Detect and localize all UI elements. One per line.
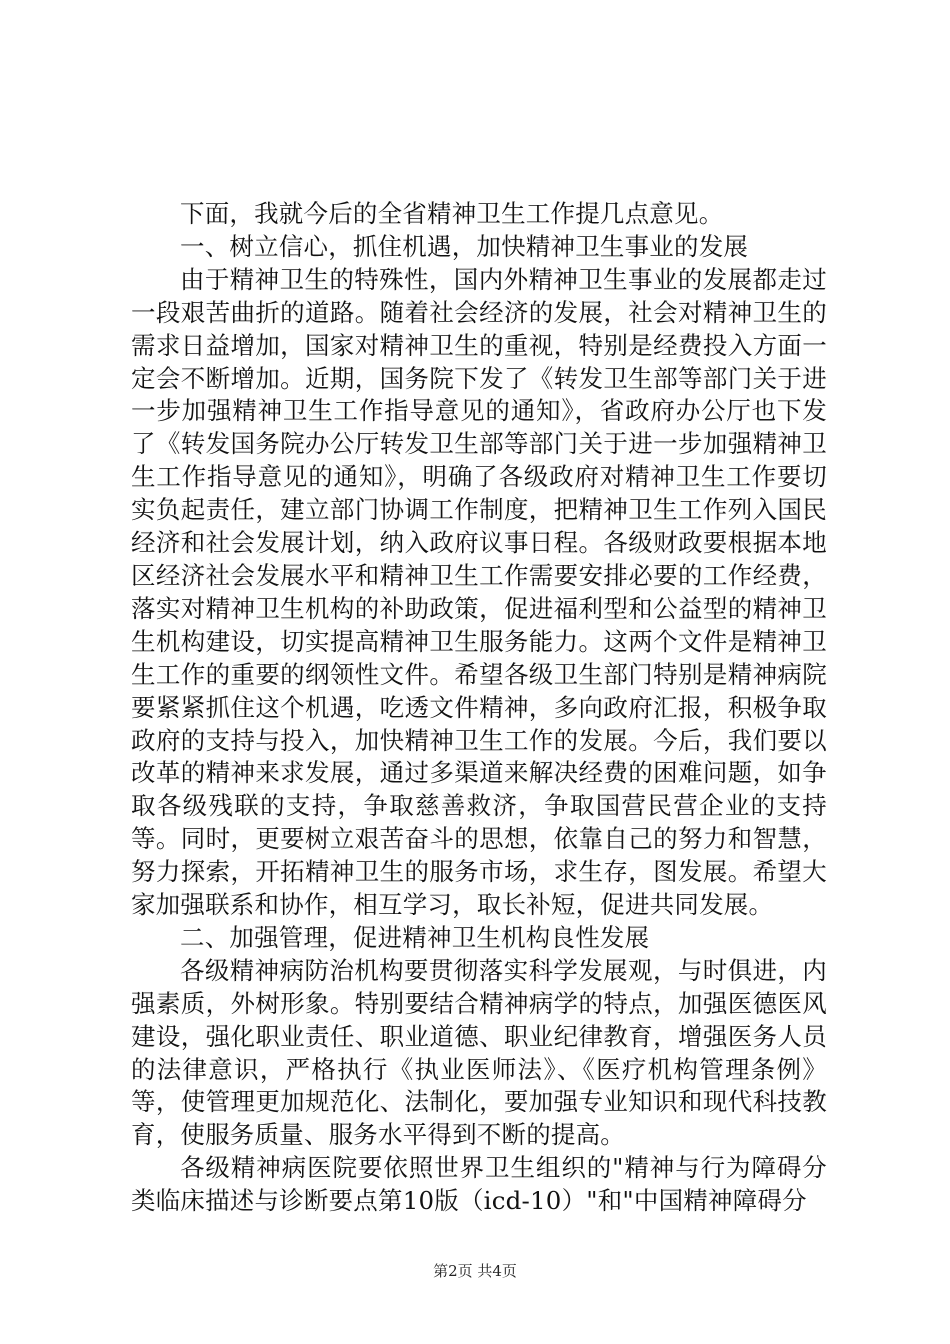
document-body (131, 198, 827, 1218)
paragraph-section-2a: 各级精神病防治机构要贯彻落实科学发展观，与时俱进，内强素质，外树形象。特别要结合精神病学的特点，加强医德医风建设，强化职业责任、职业道德、职业纪律教育，增强医务人员的法律意识，严格执行《执业医师法》、《医疗机构管理条例》等，使管理更加规范化、法制化，要加强专业知识和现代科技教育，使服务质量、服务水平得到不断的提高。 (131, 955, 827, 1150)
section-heading-2: 二、加强管理，促进精神卫生机构良性发展 (180, 922, 650, 952)
page-number-footer: 第2页 共4页 (433, 1262, 517, 1280)
paragraph-section-2b: 各级精神病医院要依照世界卫生组织的"精神与行为障碍分类临床描述与诊断要点第10版（icd-10）"和"中国精神障碍分 (131, 1153, 827, 1216)
section-heading-1: 一、树立信心，抓住机遇，加快精神卫生事业的发展 (180, 231, 749, 261)
paragraph-intro: 下面，我就今后的全省精神卫生工作提几点意见。 (180, 199, 724, 228)
paragraph-section-1: 由于精神卫生的特殊性，国内外精神卫生事业的发展都走过一段艰苦曲折的道路。随着社会经济的发展，社会对精神卫生的需求日益增加，国家对精神卫生的重视，特别是经费投入方面一定会不断增加。近期，国务院下发了《转发卫生部等部门关于进一步加强精神卫生工作指导意见的通知》，省政府办公厅也下发了《转发国务院办公厅转发卫生部等部门关于进一步加强精神卫生工作指导意见的通知》，明确了各级政府对精神卫生工作要切实负起责任，建立部门协调工作制度，把精神卫生工作列入国民经济和社会发展计划，纳入政府议事日程。各级财政要根据本地区经济社会发展水平和精神卫生工作需要安排必要的工作经费，落实对精神卫生机构的补助政策，促进福利型和公益型的精神卫生机构建设，切实提高精神卫生服务能力。这两个文件是精神卫生工作的重要的纲领性文件。希望各级卫生部门特别是精神病院要紧紧抓住这个机遇，吃透文件精神，多向政府汇报，积极争取政府的支持与投入，加快精神卫生工作的发展。今后，我们要以改革的精神来求发展，通过多渠道来解决经费的困难问题，如争取各级残联的支持，争取慈善救济，争取国营民营企业的支持等。同时，更要树立艰苦奋斗的思想，依靠自己的努力和智慧，努力探索，开拓精神卫生的服务市场，求生存，图发展。希望大家加强联系和协作，相互学习，取长补短，促进共同发展。 (131, 264, 827, 920)
